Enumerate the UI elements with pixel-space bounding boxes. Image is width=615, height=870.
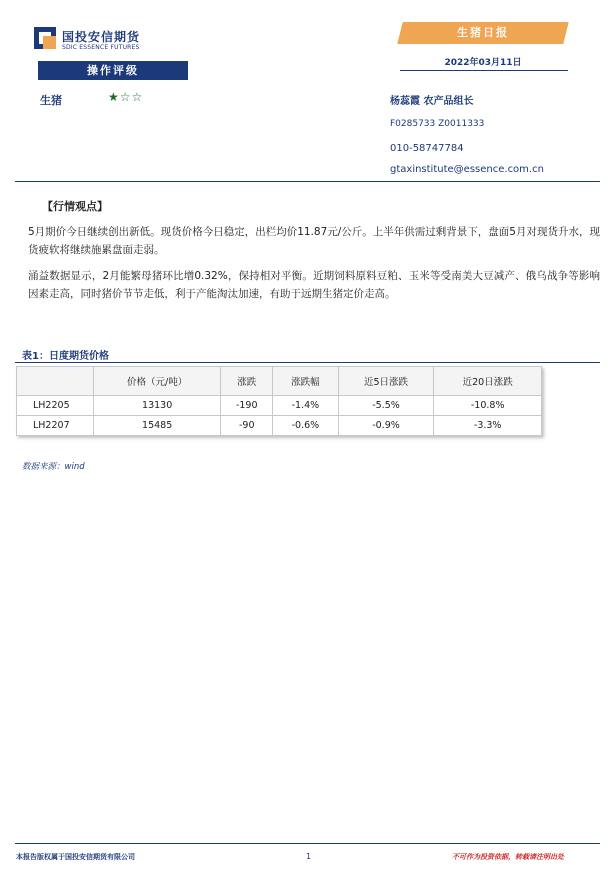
product-name: 生猪	[40, 94, 62, 107]
change-pct-cell: -1.4%	[273, 396, 338, 416]
change-20d-cell: -3.3%	[434, 416, 542, 436]
analyst-phone: 010-58747784	[390, 143, 464, 154]
change-pct-cell: -0.6%	[273, 416, 338, 436]
rating-label: 操作评级	[38, 61, 188, 80]
header-cell: 涨跌	[221, 367, 273, 396]
change-cell: -190	[221, 396, 273, 416]
price-cell: 13130	[94, 396, 221, 416]
section-title: 【行情观点】	[42, 200, 108, 213]
page-number: 1	[306, 852, 312, 861]
market-view-paragraph-1: 5月期价今日继续创出新低。现货价格今日稳定，出栏均价11.87元/公斤。上半年供需过剩背景下，盘面5月对现货升水，现货疲软将继续施累盘面走弱。	[28, 226, 600, 256]
contract-cell: LH2205	[17, 396, 94, 416]
futures-price-table	[16, 366, 542, 436]
analyst-name: 杨蕊霞 农产品组长	[390, 96, 474, 107]
header-cell: 近5日涨跌	[338, 367, 434, 396]
footer-disclaimer: 不可作为投资依据，转载请注明出处	[452, 853, 564, 861]
analyst-email[interactable]: gtaxinstitute@essence.com.cn	[390, 164, 544, 175]
header-divider	[15, 181, 600, 182]
footer-divider	[15, 843, 600, 844]
market-view-paragraph-2: 涌益数据显示，2月能繁母猪环比增0.32%，保持相对平衡。近期饲料原料豆粕、玉米等受南美大豆减产、俄乌战争等影响因素走高，同时猪价节节走低，利于产能淘汰加速，有助于远期生猪定价走高。	[28, 270, 600, 300]
date-underline	[400, 70, 568, 71]
table-title-divider	[15, 362, 600, 363]
table-row	[17, 416, 542, 436]
report-type-label: 生猪日报	[457, 26, 509, 39]
change-5d-cell: -0.9%	[338, 416, 434, 436]
header-cell: 价格（元/吨）	[94, 367, 221, 396]
analyst-cert: F0285733 Z0011333	[390, 119, 485, 129]
rating-stars-icon: ★☆☆	[108, 90, 144, 104]
data-source-note: 数据来源：wind	[22, 462, 85, 472]
change-5d-cell: -5.5%	[338, 396, 434, 416]
price-cell: 15485	[94, 416, 221, 436]
table-title: 表1：日度期货价格	[22, 351, 109, 362]
table-row	[17, 396, 542, 416]
change-cell: -90	[221, 416, 273, 436]
contract-cell: LH2207	[17, 416, 94, 436]
footer-copyright: 本报告版权属于国投安信期货有限公司	[16, 853, 135, 861]
table-header-row	[17, 367, 542, 396]
change-20d-cell: -10.8%	[434, 396, 542, 416]
header-cell: 涨跌幅	[273, 367, 338, 396]
company-name-cn: 国投安信期货	[62, 30, 141, 44]
company-logo-icon	[34, 27, 56, 49]
header-cell: 近20日涨跌	[434, 367, 542, 396]
header-cell	[17, 367, 94, 396]
company-name-en: SDIC ESSENCE FUTURES	[62, 44, 140, 51]
report-date: 2022年03月11日	[444, 58, 522, 68]
